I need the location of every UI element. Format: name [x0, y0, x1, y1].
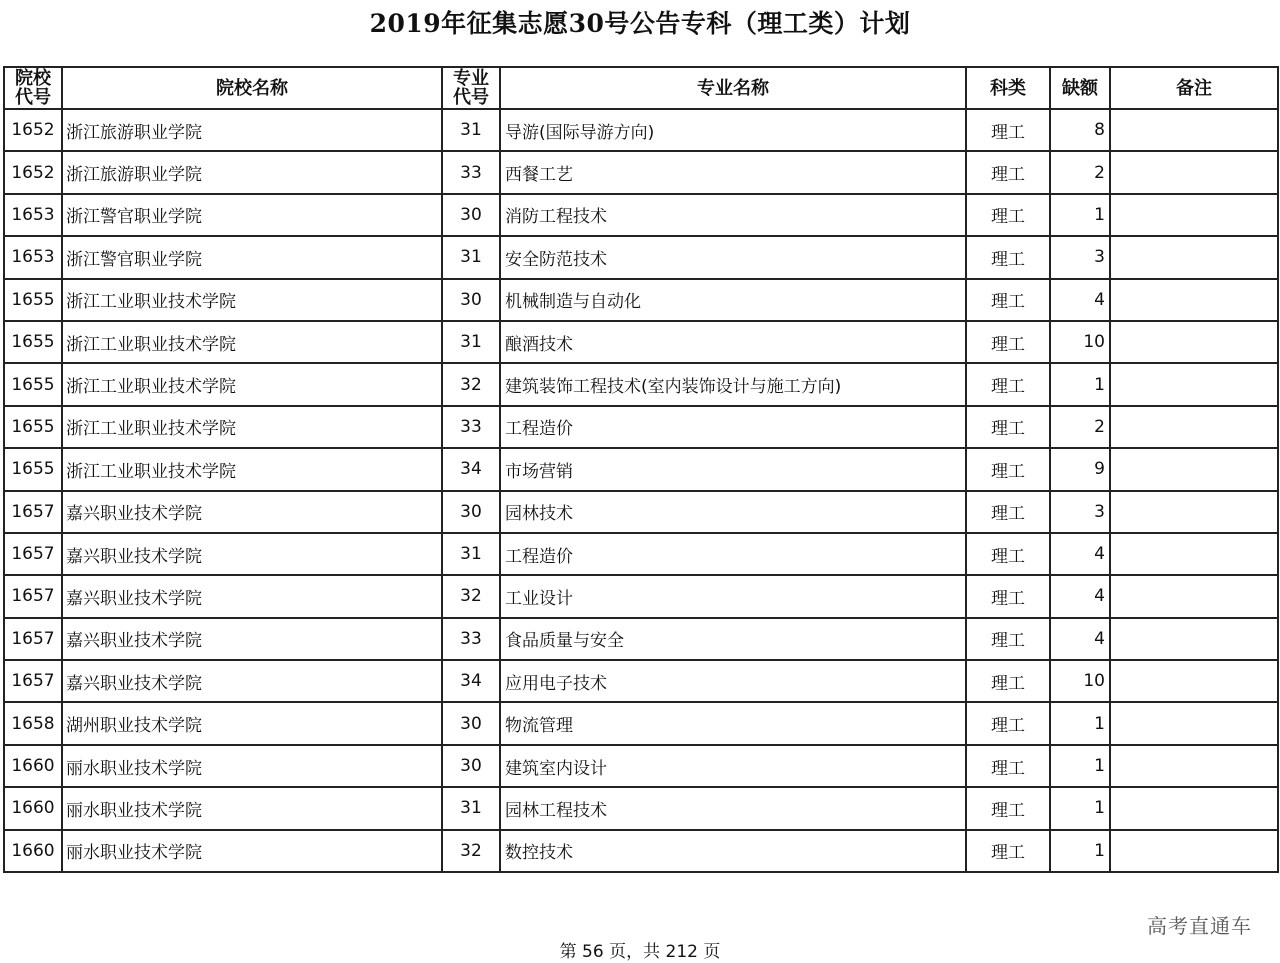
cell-school-code: 1660: [4, 745, 62, 787]
cell-major-code: 33: [442, 618, 500, 660]
cell-school-code: 1655: [4, 448, 62, 490]
cell-vacancy: 4: [1050, 279, 1110, 321]
cell-vacancy: 1: [1050, 830, 1110, 872]
cell-school-code: 1652: [4, 151, 62, 193]
cell-major-name: 园林工程技术: [500, 787, 966, 829]
cell-major-name: 建筑室内设计: [500, 745, 966, 787]
table-row: [4, 363, 1278, 405]
cell-school-code: 1660: [4, 787, 62, 829]
cell-school-name: 丽水职业技术学院: [62, 787, 442, 829]
cell-school-name: 浙江警官职业学院: [62, 236, 442, 278]
cell-category: 理工: [966, 321, 1050, 363]
cell-school-name: 丽水职业技术学院: [62, 745, 442, 787]
cell-vacancy: 9: [1050, 448, 1110, 490]
cell-school-code: 1653: [4, 236, 62, 278]
cell-school-name: 嘉兴职业技术学院: [62, 491, 442, 533]
cell-major-name: 数控技术: [500, 830, 966, 872]
cell-vacancy: 4: [1050, 575, 1110, 617]
cell-category: 理工: [966, 618, 1050, 660]
cell-note: [1110, 702, 1278, 744]
cell-major-name: 市场营销: [500, 448, 966, 490]
table-row: [4, 279, 1278, 321]
cell-note: [1110, 236, 1278, 278]
cell-school-name: 嘉兴职业技术学院: [62, 618, 442, 660]
cell-major-code: 33: [442, 151, 500, 193]
cell-category: 理工: [966, 491, 1050, 533]
cell-school-name: 浙江工业职业技术学院: [62, 321, 442, 363]
cell-school-code: 1655: [4, 279, 62, 321]
cell-note: [1110, 533, 1278, 575]
cell-note: [1110, 745, 1278, 787]
cell-school-name: 浙江工业职业技术学院: [62, 279, 442, 321]
footer-suffix: 页: [703, 942, 721, 962]
cell-vacancy: 3: [1050, 491, 1110, 533]
table-row: [4, 448, 1278, 490]
table-row: [4, 745, 1278, 787]
header-major-name: 专业名称: [500, 67, 966, 109]
cell-major-code: 31: [442, 787, 500, 829]
cell-vacancy: 4: [1050, 533, 1110, 575]
cell-school-code: 1652: [4, 109, 62, 151]
cell-school-code: 1658: [4, 702, 62, 744]
cell-category: 理工: [966, 660, 1050, 702]
cell-note: [1110, 151, 1278, 193]
header-school-code: 院校代号: [4, 67, 62, 109]
cell-major-code: 31: [442, 321, 500, 363]
cell-school-name: 浙江警官职业学院: [62, 194, 442, 236]
cell-school-name: 湖州职业技术学院: [62, 702, 442, 744]
footer-page-total: 212: [665, 942, 698, 962]
table-row: [4, 321, 1278, 363]
page-title: 2019年征集志愿30号公告专科（理工类）计划: [369, 9, 911, 38]
table-row: [4, 406, 1278, 448]
footer-prefix: 第: [559, 942, 577, 962]
cell-school-name: 浙江工业职业技术学院: [62, 363, 442, 405]
table-row: [4, 194, 1278, 236]
cell-major-name: 工程造价: [500, 406, 966, 448]
table-row: [4, 575, 1278, 617]
cell-major-code: 31: [442, 109, 500, 151]
table-row: [4, 236, 1278, 278]
cell-major-name: 园林技术: [500, 491, 966, 533]
cell-category: 理工: [966, 363, 1050, 405]
cell-note: [1110, 363, 1278, 405]
cell-major-code: 32: [442, 363, 500, 405]
cell-school-code: 1657: [4, 491, 62, 533]
watermark: 高考直通车: [1147, 914, 1252, 938]
plan-table: [3, 66, 1279, 873]
cell-vacancy: 1: [1050, 702, 1110, 744]
table-row: [4, 109, 1278, 151]
header-vacancy: 缺额: [1050, 67, 1110, 109]
cell-major-code: 31: [442, 533, 500, 575]
cell-school-name: 嘉兴职业技术学院: [62, 575, 442, 617]
cell-school-code: 1655: [4, 406, 62, 448]
cell-school-code: 1653: [4, 194, 62, 236]
cell-note: [1110, 787, 1278, 829]
cell-major-code: 32: [442, 575, 500, 617]
table-row: [4, 660, 1278, 702]
cell-school-code: 1660: [4, 830, 62, 872]
cell-vacancy: 1: [1050, 363, 1110, 405]
cell-vacancy: 10: [1050, 660, 1110, 702]
cell-major-code: 30: [442, 491, 500, 533]
cell-category: 理工: [966, 702, 1050, 744]
cell-note: [1110, 448, 1278, 490]
table-row: [4, 830, 1278, 872]
cell-vacancy: 2: [1050, 406, 1110, 448]
header-major-code: 专业代号: [442, 67, 500, 109]
cell-school-name: 嘉兴职业技术学院: [62, 533, 442, 575]
cell-note: [1110, 321, 1278, 363]
cell-major-code: 32: [442, 830, 500, 872]
footer-page-number: 56: [582, 942, 604, 962]
cell-vacancy: 10: [1050, 321, 1110, 363]
cell-major-code: 34: [442, 660, 500, 702]
cell-category: 理工: [966, 194, 1050, 236]
cell-vacancy: 3: [1050, 236, 1110, 278]
cell-major-name: 酿酒技术: [500, 321, 966, 363]
cell-major-code: 34: [442, 448, 500, 490]
page-footer: [0, 937, 1280, 962]
cell-school-code: 1657: [4, 660, 62, 702]
cell-note: [1110, 575, 1278, 617]
cell-major-name: 建筑装饰工程技术(室内装饰设计与施工方向): [500, 363, 966, 405]
cell-major-name: 消防工程技术: [500, 194, 966, 236]
cell-category: 理工: [966, 533, 1050, 575]
table-row: [4, 491, 1278, 533]
cell-category: 理工: [966, 236, 1050, 278]
cell-major-code: 30: [442, 279, 500, 321]
cell-category: 理工: [966, 151, 1050, 193]
cell-category: 理工: [966, 448, 1050, 490]
table-row: [4, 533, 1278, 575]
cell-category: 理工: [966, 575, 1050, 617]
cell-school-code: 1655: [4, 321, 62, 363]
cell-note: [1110, 406, 1278, 448]
cell-note: [1110, 194, 1278, 236]
cell-note: [1110, 618, 1278, 660]
cell-major-code: 31: [442, 236, 500, 278]
cell-school-code: 1657: [4, 618, 62, 660]
cell-note: [1110, 660, 1278, 702]
header-school-name: 院校名称: [62, 67, 442, 109]
table-body: [4, 109, 1278, 872]
cell-major-name: 安全防范技术: [500, 236, 966, 278]
cell-school-name: 丽水职业技术学院: [62, 830, 442, 872]
cell-category: 理工: [966, 830, 1050, 872]
cell-school-name: 嘉兴职业技术学院: [62, 660, 442, 702]
cell-vacancy: 4: [1050, 618, 1110, 660]
cell-school-code: 1655: [4, 363, 62, 405]
table-row: [4, 618, 1278, 660]
cell-note: [1110, 830, 1278, 872]
cell-major-name: 工程造价: [500, 533, 966, 575]
cell-vacancy: 1: [1050, 194, 1110, 236]
cell-major-name: 应用电子技术: [500, 660, 966, 702]
table-row: [4, 151, 1278, 193]
cell-major-name: 物流管理: [500, 702, 966, 744]
cell-school-name: 浙江工业职业技术学院: [62, 406, 442, 448]
cell-major-code: 33: [442, 406, 500, 448]
cell-school-name: 浙江工业职业技术学院: [62, 448, 442, 490]
cell-major-name: 食品质量与安全: [500, 618, 966, 660]
cell-note: [1110, 279, 1278, 321]
cell-school-code: 1657: [4, 575, 62, 617]
cell-note: [1110, 109, 1278, 151]
cell-category: 理工: [966, 745, 1050, 787]
cell-category: 理工: [966, 109, 1050, 151]
cell-category: 理工: [966, 787, 1050, 829]
cell-major-name: 工业设计: [500, 575, 966, 617]
cell-major-code: 30: [442, 702, 500, 744]
cell-school-name: 浙江旅游职业学院: [62, 151, 442, 193]
cell-vacancy: 1: [1050, 787, 1110, 829]
cell-major-name: 机械制造与自动化: [500, 279, 966, 321]
cell-major-name: 导游(国际导游方向): [500, 109, 966, 151]
table-header-row: [4, 67, 1278, 109]
table-row: [4, 702, 1278, 744]
cell-major-name: 西餐工艺: [500, 151, 966, 193]
cell-major-code: 30: [442, 194, 500, 236]
footer-mid: 页，共: [609, 942, 661, 962]
cell-vacancy: 8: [1050, 109, 1110, 151]
table-row: [4, 787, 1278, 829]
header-note: 备注: [1110, 67, 1278, 109]
cell-major-code: 30: [442, 745, 500, 787]
cell-school-code: 1657: [4, 533, 62, 575]
header-category: 科类: [966, 67, 1050, 109]
cell-vacancy: 2: [1050, 151, 1110, 193]
cell-note: [1110, 491, 1278, 533]
cell-category: 理工: [966, 279, 1050, 321]
cell-vacancy: 1: [1050, 745, 1110, 787]
cell-school-name: 浙江旅游职业学院: [62, 109, 442, 151]
cell-category: 理工: [966, 406, 1050, 448]
